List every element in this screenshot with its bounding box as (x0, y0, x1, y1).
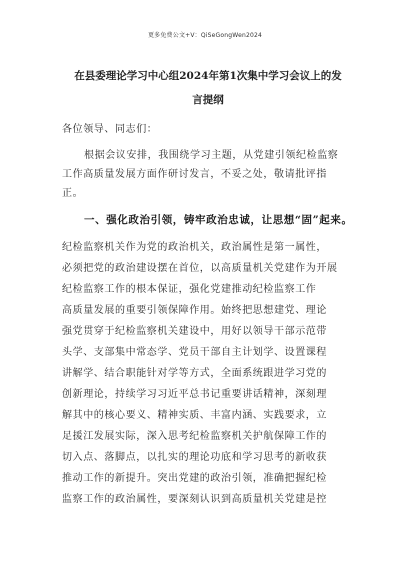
title-line-2: 言提纲 (192, 94, 224, 106)
intro-line-2: 工作高质量发展方面作研讨发言，不妥之处，敬请批评指 (62, 169, 327, 180)
intro-line-1: 根据会议安排，我围绕学习主题，从党建引领纪检监察 (84, 150, 339, 161)
body-line: 强党贯穿于纪检监察机关建设中，用好以领导干部示范带 (62, 326, 327, 337)
section-1-heading: 一、强化政治引领，铸牢政治忠诚，让思想“固”起来。 (84, 214, 353, 226)
body-line: 高质量发展的重要引领保障作用。始终把思想建党、理论 (62, 305, 327, 316)
body-line: 创新理论，持续学习习近平总书记重要讲话精神，深刻理 (62, 389, 327, 400)
title-line-1: 在县委理论学习中心组2024年第1次集中学习会议上的发 (74, 70, 342, 82)
body-line: 切入点、落脚点，以扎实的理论功底和学习思考的新收获 (62, 452, 327, 463)
body-line: 头学、支部集中常态学、党员干部自主计划学、设置课程 (62, 347, 327, 358)
body-line: 监察工作的政治属性，要深刻认识到高质量机关党建是控 (62, 494, 327, 505)
body-line: 纪检监察机关作为党的政治机关，政治属性是第一属性， (62, 242, 327, 253)
body-line: 纪检监察工作的根本保证，强化党建推动纪检监察工作 (62, 284, 317, 295)
body-line: 必须把党的政治建设摆在首位，以高质量机关党建作为开展 (62, 263, 338, 274)
salutation: 各位领导、同志们： (62, 124, 158, 135)
intro-line-3: 正。 (62, 188, 84, 199)
body-line: 讲解学、结合职能针对学等方式，全面系统跟进学习党的 (62, 368, 327, 379)
body-line: 足援江发展实际，深入思考纪检监察机关护航保障工作的 (62, 431, 327, 442)
body-line: 解其中的核心要义、精神实质、丰富内涵、实践要求，立 (62, 410, 327, 421)
body-line: 推动工作的新提升。突出党建的政治引领，准确把握纪检 (62, 473, 327, 484)
header-note: 更多免费公文+V：QiSeGongWen2024 (147, 32, 263, 39)
